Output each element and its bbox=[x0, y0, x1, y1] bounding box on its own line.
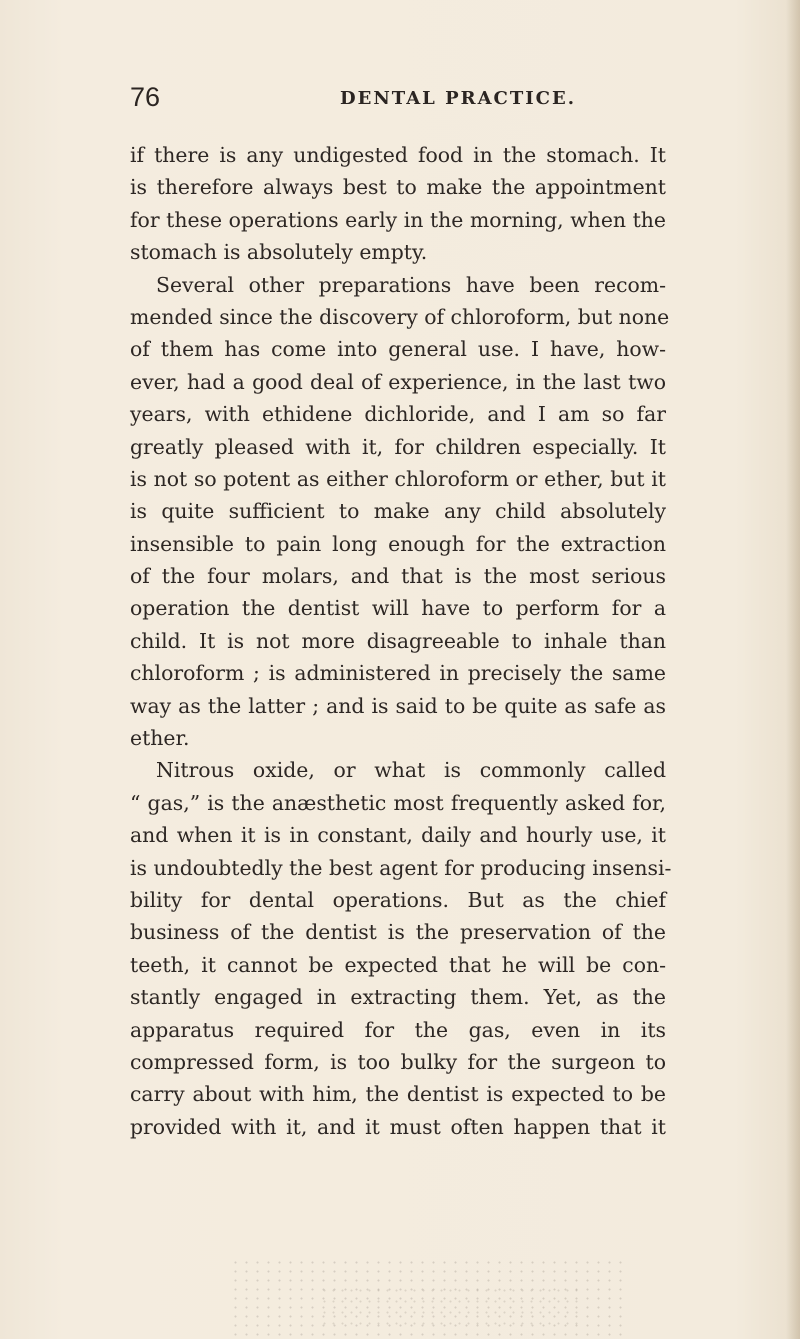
text-line: “ gas,” is the anæsthetic most frequently asked for, bbox=[130, 790, 666, 815]
body-text bbox=[130, 139, 672, 1143]
text-line: of the four molars, and that is the most serious bbox=[130, 564, 666, 589]
text-line: is not so potent as either chloroform or ether, but it bbox=[130, 466, 666, 491]
text-line: bility for dental operations. But as the chief bbox=[130, 887, 666, 912]
text-line: child. It is not more disagreeable to inhale than bbox=[130, 628, 666, 653]
text-line: Several other preparations have been recom- bbox=[156, 272, 666, 297]
text-line: is undoubtedly the best agent for producing insensi- bbox=[130, 855, 672, 880]
text-line: greatly pleased with it, for children especially. It bbox=[130, 434, 666, 459]
page-number: 76 bbox=[130, 82, 161, 112]
text-line: Nitrous oxide, or what is commonly called bbox=[156, 758, 666, 783]
text-line: for these operations early in the morning, when the bbox=[130, 207, 666, 232]
text-line: business of the dentist is the preservation of the bbox=[130, 920, 666, 945]
text-line: operation the dentist will have to perform for a bbox=[130, 596, 666, 621]
text-line: way as the latter ; and is said to be quite as safe as bbox=[130, 693, 666, 718]
text-line: carry about with him, the dentist is expected to be bbox=[130, 1082, 666, 1107]
text-line: stantly engaged in extracting them. Yet, as the bbox=[130, 985, 666, 1010]
text-line: ever, had a good deal of experience, in the last two bbox=[130, 369, 666, 394]
page-edge-shadow bbox=[786, 0, 800, 1339]
text-line: mended since the discovery of chloroform, but none bbox=[130, 304, 670, 329]
running-head bbox=[130, 82, 666, 122]
text-line: is quite sufficient to make any child absolutely bbox=[130, 499, 666, 524]
text-line: if there is any undigested food in the stomach. It bbox=[130, 143, 666, 167]
text-line: chloroform ; is administered in precisely the same bbox=[130, 661, 666, 686]
text-line: is therefore always best to make the appointment bbox=[130, 175, 666, 200]
text-line: provided with it, and it must often happen that it bbox=[130, 1114, 666, 1139]
running-title: DENTAL PRACTICE. bbox=[340, 88, 576, 109]
text-line: ether. bbox=[130, 726, 190, 751]
bleed-through-speckle bbox=[320, 1285, 580, 1325]
text-line: apparatus required for the gas, even in its bbox=[130, 1017, 666, 1042]
text-line: of them has come into general use. I have, how- bbox=[130, 337, 666, 362]
text-line: compressed form, is too bulky for the surgeon to bbox=[130, 1049, 666, 1074]
text-line: insensible to pain long enough for the extraction bbox=[130, 531, 666, 556]
text-line: teeth, it cannot be expected that he will be con- bbox=[130, 952, 666, 977]
text-line: and when it is in constant, daily and hourly use, it bbox=[130, 823, 666, 848]
text-line: years, with ethidene dichloride, and I am so far bbox=[130, 402, 666, 427]
text-line: stomach is absolutely empty. bbox=[130, 240, 428, 265]
